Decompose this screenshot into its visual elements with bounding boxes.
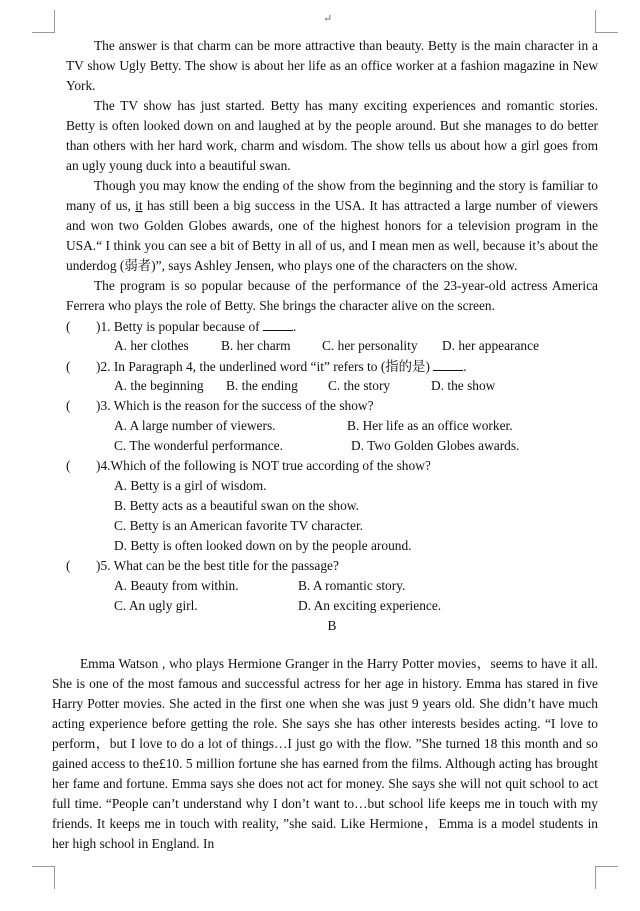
passage-a: [66, 36, 598, 636]
page-corner-mark-bottom-right: [595, 866, 618, 889]
underlined-it: it: [135, 198, 143, 213]
option-c: C. her personality: [322, 338, 418, 353]
page-corner-mark-bottom-left: [32, 866, 55, 889]
paragraph-1: The answer is that charm can be more attractive than beauty. Betty is the main character in a TV show Ugly Betty. The show is about her life as an office worker at a fashion magazine in New York.: [66, 38, 598, 93]
question-1-options: [66, 336, 598, 356]
paragraph-3-after: has still been a big success in the USA. It has attracted a large number of viewers and won two Golden Globes awards, one of the highest honors for a television program in the USA.“ I think you can see a bit of Betty in all of us, and I mean men as well, because it’s about the underdog (弱者)”, says Ashley Jensen, who plays one of the characters on the show.: [66, 198, 598, 273]
option-c: C. The wonderful performance.: [114, 438, 283, 453]
passage-b-text: Emma Watson , who plays Hermione Granger in the Harry Potter movies，seems to have it all. She is one of the most famous and successful actress for her age in history. Emma has stared in five Harry Potter movies. She acted in the first one when she was just 9 years old. She didn’t have much acting experience before getting the role. She says she has other interests besides acting. “I love to perform，but I love to do a lot of things…I just go with the flow. ”She turned 18 this month and so gained access to the£10. 5 million fortune she has earned from the films. Although acting has brought her fame and fortune. Emma says she does not act for money. She says she will not quit school to act full time. “People can’t understand why I don’t want to…but school life keeps me in touch with my friends. It keeps me in touch with reality, ”she said. Like Hermione，Emma is a model students in her high school in England. In: [52, 656, 598, 851]
paragraph-4: The program is so popular because of the performance of the 23-year-old actress America Ferrera who plays the role of Betty. She brings the character alive on the screen.: [66, 278, 598, 313]
question-4-option-d-row: [66, 536, 598, 556]
option-a: A. her clothes: [114, 338, 189, 353]
option-b: B. Her life as an office worker.: [347, 418, 513, 433]
option-c: C. the story: [328, 378, 391, 393]
answer-paren[interactable]: (: [66, 319, 71, 334]
paragraph-3: [66, 176, 598, 276]
question-text: )4.Which of the following is NOT true according of the show?: [96, 458, 431, 473]
answer-paren[interactable]: (: [66, 558, 71, 573]
answer-paren[interactable]: (: [66, 359, 71, 374]
question-2: [66, 356, 598, 376]
option-a: A. Betty is a girl of wisdom.: [114, 478, 267, 493]
section-b-heading: B: [327, 618, 337, 633]
question-5-options-row-1: [66, 576, 598, 596]
answer-paren[interactable]: (: [66, 458, 71, 473]
answer-blank[interactable]: [263, 316, 293, 331]
paragraph-3-before: Though you may know the ending of the show from the beginning and the story is familiar to many of us,: [66, 178, 598, 213]
paragraph-mark-icon: ↵: [323, 13, 333, 25]
question-4-option-c-row: [66, 516, 598, 536]
answer-blank[interactable]: [433, 356, 463, 371]
question-2-options: [66, 376, 598, 396]
option-a: A. Beauty from within.: [114, 578, 239, 593]
option-a: A. A large number of viewers.: [114, 418, 276, 433]
question-text: )1. Betty is popular because of: [96, 319, 260, 334]
page-corner-mark-top-left: [32, 10, 55, 33]
paragraph-2: The TV show has just started. Betty has many exciting experiences and romantic stories. Betty is often looked down on and laughed at by the people around. But she manages to do better than others with her hard work, charm and wisdom. The show tells us about how a girl goes from an ugly young duck into a beautiful swan.: [66, 98, 598, 173]
question-4: [66, 456, 598, 476]
question-3-options-row-2: [66, 436, 598, 456]
question-tail: .: [463, 359, 467, 374]
question-3: [66, 396, 598, 416]
option-d: D. Two Golden Globes awards.: [351, 438, 520, 453]
answer-paren[interactable]: (: [66, 398, 71, 413]
option-d: D. An exciting experience.: [298, 598, 442, 613]
option-b: B. her charm: [221, 338, 291, 353]
question-3-options-row-1: [66, 416, 598, 436]
option-b: B. A romantic story.: [298, 578, 406, 593]
question-5-options-row-2: [66, 596, 598, 616]
option-d: D. her appearance: [442, 338, 540, 353]
option-c: C. An ugly girl.: [114, 598, 198, 613]
option-b: B. Betty acts as a beautiful swan on the show.: [114, 498, 359, 513]
question-4-option-a-row: [66, 476, 598, 496]
option-c: C. Betty is an American favorite TV character.: [114, 518, 364, 533]
option-d: D. Betty is often looked down on by the people around.: [114, 538, 412, 553]
question-5: [66, 556, 598, 576]
option-a: A. the beginning: [114, 378, 204, 393]
question-text: )2. In Paragraph 4, the underlined word “it” refers to (指的是): [96, 359, 430, 374]
question-4-option-b-row: [66, 496, 598, 516]
page-corner-mark-top-right: [595, 10, 618, 33]
option-b: B. the ending: [226, 378, 298, 393]
question-tail: .: [292, 319, 297, 334]
question-text: )3. Which is the reason for the success of the show?: [96, 398, 374, 413]
question-1: [66, 316, 598, 336]
passage-b: [52, 654, 598, 854]
option-d: D. the show: [431, 378, 496, 393]
question-text: )5. What can be the best title for the passage?: [96, 558, 339, 573]
